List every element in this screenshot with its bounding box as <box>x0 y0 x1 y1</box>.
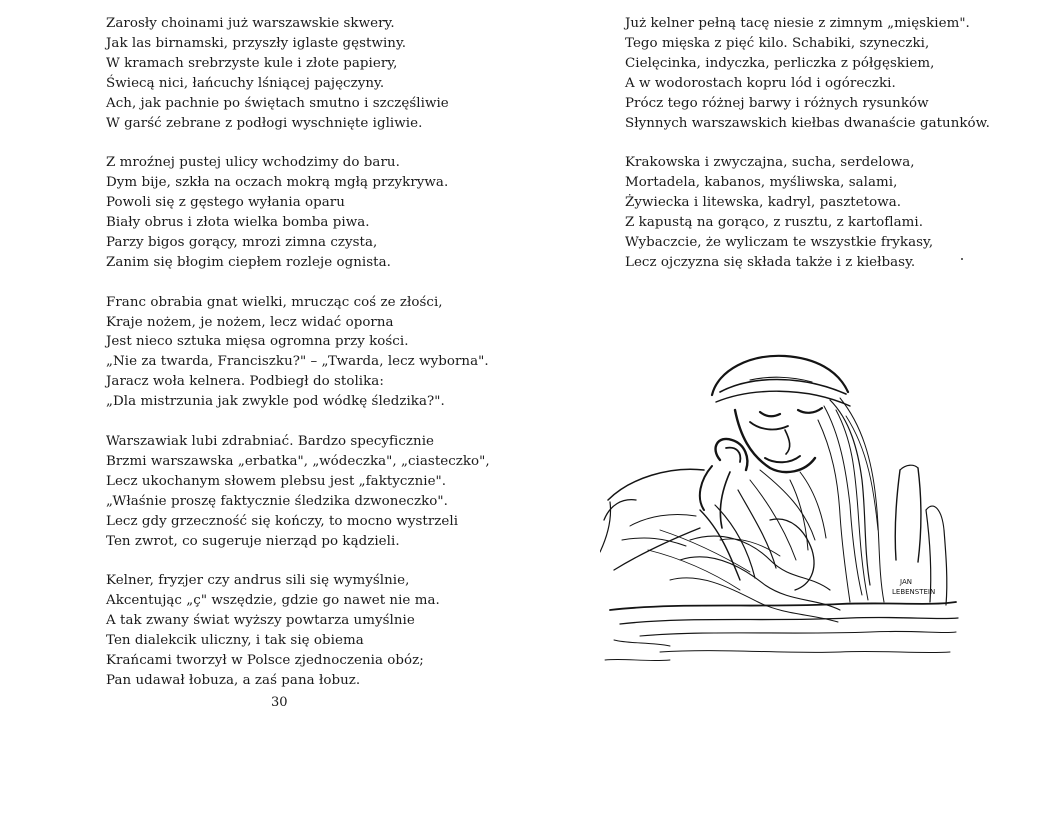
stanza-gap <box>625 133 1025 153</box>
right-poem <box>625 14 1025 273</box>
verse-line: A tak zwany świat wyższy powtarza umyślnie <box>106 613 415 629</box>
verse-line: „Dla mistrzunia jak zwykle pod wódkę śledzika?". <box>106 394 445 410</box>
verse-line: Pan udawał łobuza, a zaś pana łobuz. <box>106 672 361 688</box>
verse-line: Zarosły choinami już warszawskie skwery. <box>106 16 395 31</box>
verse-line: Parzy bigos gorący, mrozi zimna czysta, <box>106 234 378 250</box>
verse-line: Mortadela, kabanos, myśliwska, salami, <box>625 175 898 191</box>
verse-line: Akcentując „ç" wszędzie, gdzie go nawet nie ma. <box>106 593 440 609</box>
artist-signature <box>892 578 935 596</box>
verse-line: Krańcami tworzył w Polsce zjednoczenia obóz; <box>106 652 424 668</box>
verse-line: Żywiecka i litewska, kadryl, pasztetowa. <box>625 195 902 211</box>
verse-line: Lecz gdy grzeczność się kończy, to mocno wystrzeli <box>106 513 459 529</box>
stanza-gap <box>106 133 526 153</box>
stanza <box>625 153 1025 272</box>
stanza-gap <box>106 551 526 571</box>
verse-line: Brzmi warszawska „erbatka", „wódeczka", „ciasteczko", <box>106 453 490 469</box>
verse-line: Ten zwrot, co sugeruje nierząd po kądzieli. <box>106 533 400 549</box>
svg-text:JAN: JAN <box>900 578 912 586</box>
stanza <box>106 153 526 272</box>
right-page <box>625 14 1025 273</box>
verse-line: Świecą nici, łańcuchy lśniącej pajęczyny. <box>106 75 385 91</box>
page-number: 30 <box>271 695 288 710</box>
verse-line: Kelner, fryzjer czy andrus sili się wymyślnie, <box>106 573 410 589</box>
left-page <box>106 14 526 691</box>
verse-line: Już kelner pełną tacę niesie z zimnym „mięskiem". <box>625 16 970 31</box>
verse-line: Powoli się z gęstego wyłania oparu <box>106 195 345 211</box>
verse-line: Franc obrabia gnat wielki, mrucząc coś ze złości, <box>106 294 443 310</box>
verse-line: Lecz ojczyzna się składa także i z kiełbasy. <box>625 254 916 270</box>
verse-line: Ach, jak pachnie po świętach smutno i szczęśliwie <box>106 95 449 111</box>
svg-text:LEBENSTEIN: LEBENSTEIN <box>892 588 936 596</box>
stanza <box>106 571 526 690</box>
verse-line: Jest nieco sztuka mięsa ogromna przy kości. <box>106 334 409 350</box>
verse-line: Cielęcinka, indyczka, perliczka z półgęskiem, <box>625 55 935 71</box>
verse-line: „Nie za twarda, Franciszku?" – „Twarda, lecz wyborna". <box>106 354 489 370</box>
verse-line: Wybaczcie, że wyliczam te wszystkie frykasy, <box>625 234 934 250</box>
verse-line: Warszawiak lubi zdrabniać. Bardzo specyficznie <box>106 433 435 449</box>
verse-line: A w wodorostach kopru lód i ogóreczki. <box>625 75 896 91</box>
verse-line: Prócz tego różnej barwy i różnych rysunków <box>625 95 929 111</box>
verse-line: Jak las birnamski, przyszły iglaste gęstwiny. <box>106 35 407 51</box>
verse-line: W garść zebrane z podłogi wyschnięte igliwie. <box>106 115 423 131</box>
print-speck <box>961 258 963 260</box>
stanza-gap <box>106 412 526 432</box>
verse-line: Kraje nożem, je nożem, lecz widać oporna <box>106 314 394 330</box>
left-poem <box>106 14 526 691</box>
verse-line: „Właśnie proszę faktycznie śledzika dzwoneczko". <box>106 493 448 509</box>
stanza <box>106 293 526 412</box>
verse-line: Z mroźnej pustej ulicy wchodzimy do baru. <box>106 155 400 171</box>
verse-line: Krakowska i zwyczajna, sucha, serdelowa, <box>625 155 915 171</box>
verse-line: Dym bije, szkła na oczach mokrą mgłą przykrywa. <box>106 175 449 191</box>
stanza <box>625 14 1025 133</box>
ink-sketch-illustration <box>600 340 960 682</box>
verse-line: Słynnych warszawskich kiełbas dwanaście gatunków. <box>625 115 990 131</box>
verse-line: Lecz ukochanym słowem plebsu jest „faktycznie". <box>106 473 447 489</box>
verse-line: W kramach srebrzyste kule i złote papiery, <box>106 55 398 71</box>
verse-line: Tego mięska z pięć kilo. Schabiki, szyneczki, <box>625 35 930 51</box>
stanza <box>106 432 526 551</box>
verse-line: Z kapustą na gorąco, z rusztu, z kartoflami. <box>625 215 923 231</box>
verse-line: Zanim się błogim ciepłem rozleje ognista. <box>106 254 391 270</box>
stanza-gap <box>106 273 526 293</box>
stanza <box>106 14 526 133</box>
verse-line: Jaracz woła kelnera. Podbiegł do stolika: <box>106 374 384 390</box>
verse-line: Ten dialekcik uliczny, i tak się obiema <box>106 633 364 649</box>
verse-line: Biały obrus i złota wielka bomba piwa. <box>106 215 370 231</box>
